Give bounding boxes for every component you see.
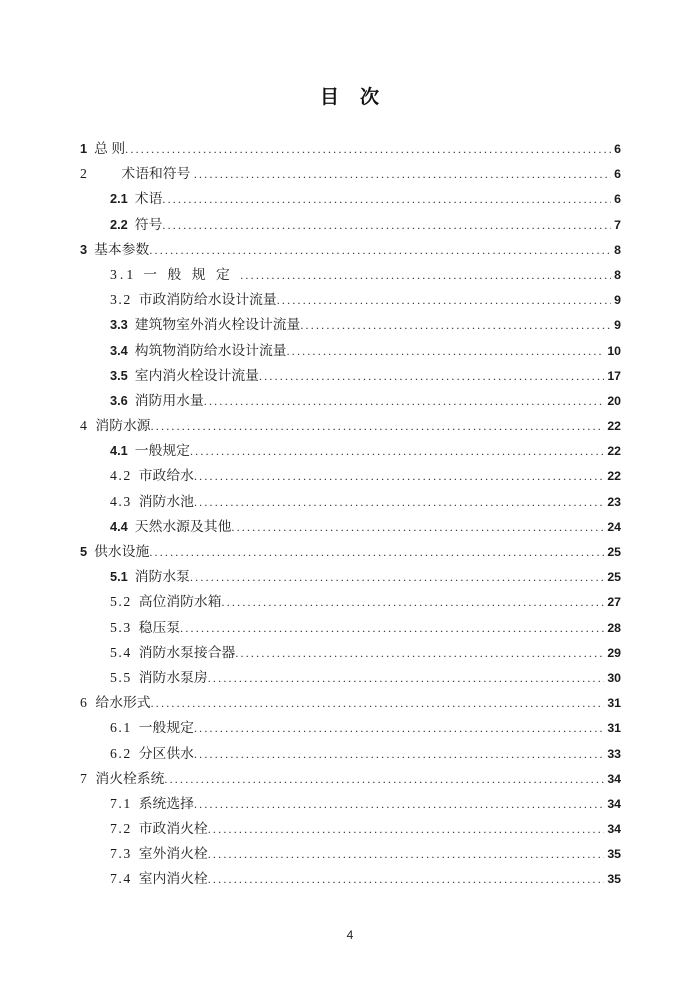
toc-entry: [80, 690, 621, 715]
toc-entry: [80, 564, 621, 589]
entry-number: 3.4: [110, 342, 128, 358]
entry-page-number: 20: [607, 393, 621, 408]
entry-number: 3.5: [110, 367, 128, 383]
toc-entry: [80, 816, 621, 841]
entry-number: 5.2: [110, 594, 132, 610]
entry-number: 3.2: [110, 292, 132, 308]
dot-leader: [208, 867, 605, 892]
entry-title: 建筑物室外消火栓设计流量: [134, 317, 301, 333]
entry-number: 2.2: [110, 216, 128, 232]
toc-entry: [80, 413, 621, 438]
entry-page-number: 34: [607, 822, 621, 837]
entry-page-number: 22: [607, 469, 621, 484]
toc-entry: [80, 489, 621, 514]
entry-title: 市政消火栓: [138, 821, 208, 837]
entry-title: 系统选择: [138, 795, 194, 811]
entry-page-number: 17: [607, 368, 621, 383]
dot-leader: [259, 364, 604, 389]
dot-leader: [204, 389, 605, 414]
entry-number: 3.1: [110, 266, 137, 282]
entry-page-number: 31: [607, 696, 621, 711]
entry-title: 市政给水: [138, 468, 194, 484]
entry-number: 4.3: [110, 493, 132, 509]
entry-number: 5.5: [110, 669, 132, 685]
toc-entry: [80, 338, 621, 363]
dot-leader: [277, 288, 611, 313]
entry-number: 3.6: [110, 392, 128, 408]
entry-page-number: 9: [614, 293, 621, 308]
entry-page-number: 9: [614, 318, 621, 333]
entry-title: 室内消火栓设计流量: [134, 367, 259, 383]
dot-leader: [287, 339, 605, 364]
entry-title: 消防用水量: [134, 392, 204, 408]
footer-page-number: 4: [346, 928, 354, 942]
toc-entry: [80, 287, 621, 312]
entry-number: 4.1: [110, 443, 128, 459]
entry-title: 给水形式: [95, 695, 151, 711]
toc-entry: [80, 741, 621, 766]
toc-entry: [80, 841, 621, 866]
toc-entry: [80, 715, 621, 740]
dot-leader: [194, 716, 604, 741]
dot-leader: [190, 565, 604, 590]
toc-entry: [80, 237, 621, 262]
entry-number: 5.1: [110, 569, 128, 585]
dot-leader: [194, 742, 604, 767]
dot-leader: [190, 439, 604, 464]
entry-number: 7.1: [110, 795, 132, 811]
dot-leader: [300, 313, 611, 338]
entry-page-number: 30: [607, 670, 621, 685]
dot-leader: [208, 842, 605, 867]
toc-entry: [80, 312, 621, 337]
entry-title: 消防水源: [95, 418, 151, 434]
entry-number: 3: [80, 241, 88, 257]
toc-entry: [80, 363, 621, 388]
entry-title: 分区供水: [138, 745, 194, 761]
entry-title: 供水设施: [94, 544, 150, 559]
entry-title: 消火栓系统: [95, 770, 165, 786]
table-of-contents: [80, 136, 621, 892]
toc-entry: [80, 866, 621, 891]
entry-page-number: 6: [614, 142, 621, 156]
entry-page-number: 34: [607, 771, 621, 786]
toc-entry: [80, 640, 621, 665]
entry-page-number: 28: [607, 620, 621, 635]
toc-entry: [80, 766, 621, 791]
dot-leader: [125, 137, 611, 162]
entry-page-number: 34: [607, 796, 621, 811]
toc-entry: [80, 212, 621, 237]
entry-title: 市政消防给水设计流量: [138, 292, 277, 308]
entry-title: 天然水源及其他: [134, 518, 232, 534]
dot-leader: [149, 238, 611, 263]
entry-title: 基本参数: [94, 241, 150, 257]
entry-page-number: 24: [607, 519, 621, 534]
entry-page-number: 33: [607, 746, 621, 761]
dot-leader: [235, 641, 604, 666]
entry-title: 构筑物消防给水设计流量: [134, 342, 287, 358]
entry-page-number: 8: [614, 242, 621, 257]
entry-page-number: 22: [607, 444, 621, 459]
dot-leader: [194, 162, 611, 187]
entry-page-number: 29: [607, 645, 621, 660]
entry-page-number: 10: [607, 343, 621, 358]
entry-page-number: 31: [607, 721, 621, 736]
toc-entry: [80, 615, 621, 640]
dot-leader: [240, 263, 611, 288]
dot-leader: [194, 792, 604, 817]
entry-number: 5.4: [110, 644, 132, 660]
entry-page-number: 25: [607, 570, 621, 585]
dot-leader: [162, 213, 611, 238]
entry-number: 5: [80, 544, 88, 559]
toc-entry: [80, 665, 621, 690]
entry-page-number: 23: [607, 494, 621, 509]
entry-title: 总 则: [94, 141, 126, 156]
entry-title: 稳压泵: [138, 619, 181, 635]
dot-leader: [180, 616, 604, 641]
entry-title: 一般规定: [138, 720, 194, 736]
entry-title: 室外消火栓: [138, 846, 208, 862]
entry-title: 高位消防水箱: [138, 594, 222, 610]
entry-number: 7.4: [110, 871, 132, 887]
entry-number: 5.3: [110, 619, 132, 635]
toc-entry: [80, 262, 621, 287]
entry-number: 1: [80, 141, 88, 156]
dot-leader: [208, 817, 605, 842]
dot-leader: [208, 666, 605, 691]
dot-leader: [231, 515, 604, 540]
entry-page-number: 35: [607, 872, 621, 887]
entry-number: 7.3: [110, 846, 132, 862]
toc-entry: [80, 161, 621, 186]
dot-leader: [151, 414, 605, 439]
entry-number: 7: [80, 770, 89, 786]
entry-title: 符号: [134, 216, 163, 232]
entry-number: 6: [80, 695, 89, 711]
entry-title: 术语: [134, 191, 163, 207]
toc-entry: [80, 388, 621, 413]
entry-page-number: 22: [607, 419, 621, 434]
dot-leader: [194, 490, 604, 515]
dot-leader: [164, 767, 604, 792]
dot-leader: [194, 464, 604, 489]
entry-title: 消防水泵接合器: [138, 644, 236, 660]
entry-title: 消防水泵房: [138, 669, 208, 685]
toc-entry: [80, 589, 621, 614]
entry-page-number: 27: [607, 595, 621, 610]
entry-number: 4: [80, 418, 89, 434]
entry-page-number: 7: [614, 217, 621, 232]
dot-leader: [222, 590, 605, 615]
entry-number: 3.3: [110, 317, 128, 333]
toc-entry: [80, 463, 621, 488]
entry-page-number: 25: [607, 545, 621, 559]
toc-entry: [80, 539, 621, 564]
toc-entry: [80, 791, 621, 816]
toc-entry: [80, 136, 621, 161]
page-title: 目 次: [319, 86, 380, 108]
toc-entry: [80, 514, 621, 539]
toc-entry: [80, 438, 621, 463]
entry-number: 2.1: [110, 191, 128, 207]
entry-title: 消防水泵: [134, 569, 190, 585]
entry-title: 室内消火栓: [138, 871, 208, 887]
entry-number: 7.2: [110, 821, 132, 837]
entry-title: 术语和符号: [121, 166, 194, 182]
dot-leader: [162, 187, 611, 212]
entry-number: 6.2: [110, 745, 132, 761]
entry-number: 4.2: [110, 468, 132, 484]
dot-leader: [151, 691, 605, 716]
entry-page-number: 8: [614, 267, 621, 282]
dot-leader: [149, 540, 604, 565]
entry-page-number: 6: [614, 167, 621, 182]
entry-number: 2: [80, 166, 89, 182]
entry-number: 6.1: [110, 720, 132, 736]
toc-entry: [80, 186, 621, 211]
entry-title: 消防水池: [138, 493, 194, 509]
entry-title: 一般规定: [134, 443, 190, 459]
entry-page-number: 35: [607, 847, 621, 862]
entry-title: 一 般 规 定: [143, 266, 241, 282]
entry-number: 4.4: [110, 518, 128, 534]
entry-page-number: 6: [614, 192, 621, 207]
